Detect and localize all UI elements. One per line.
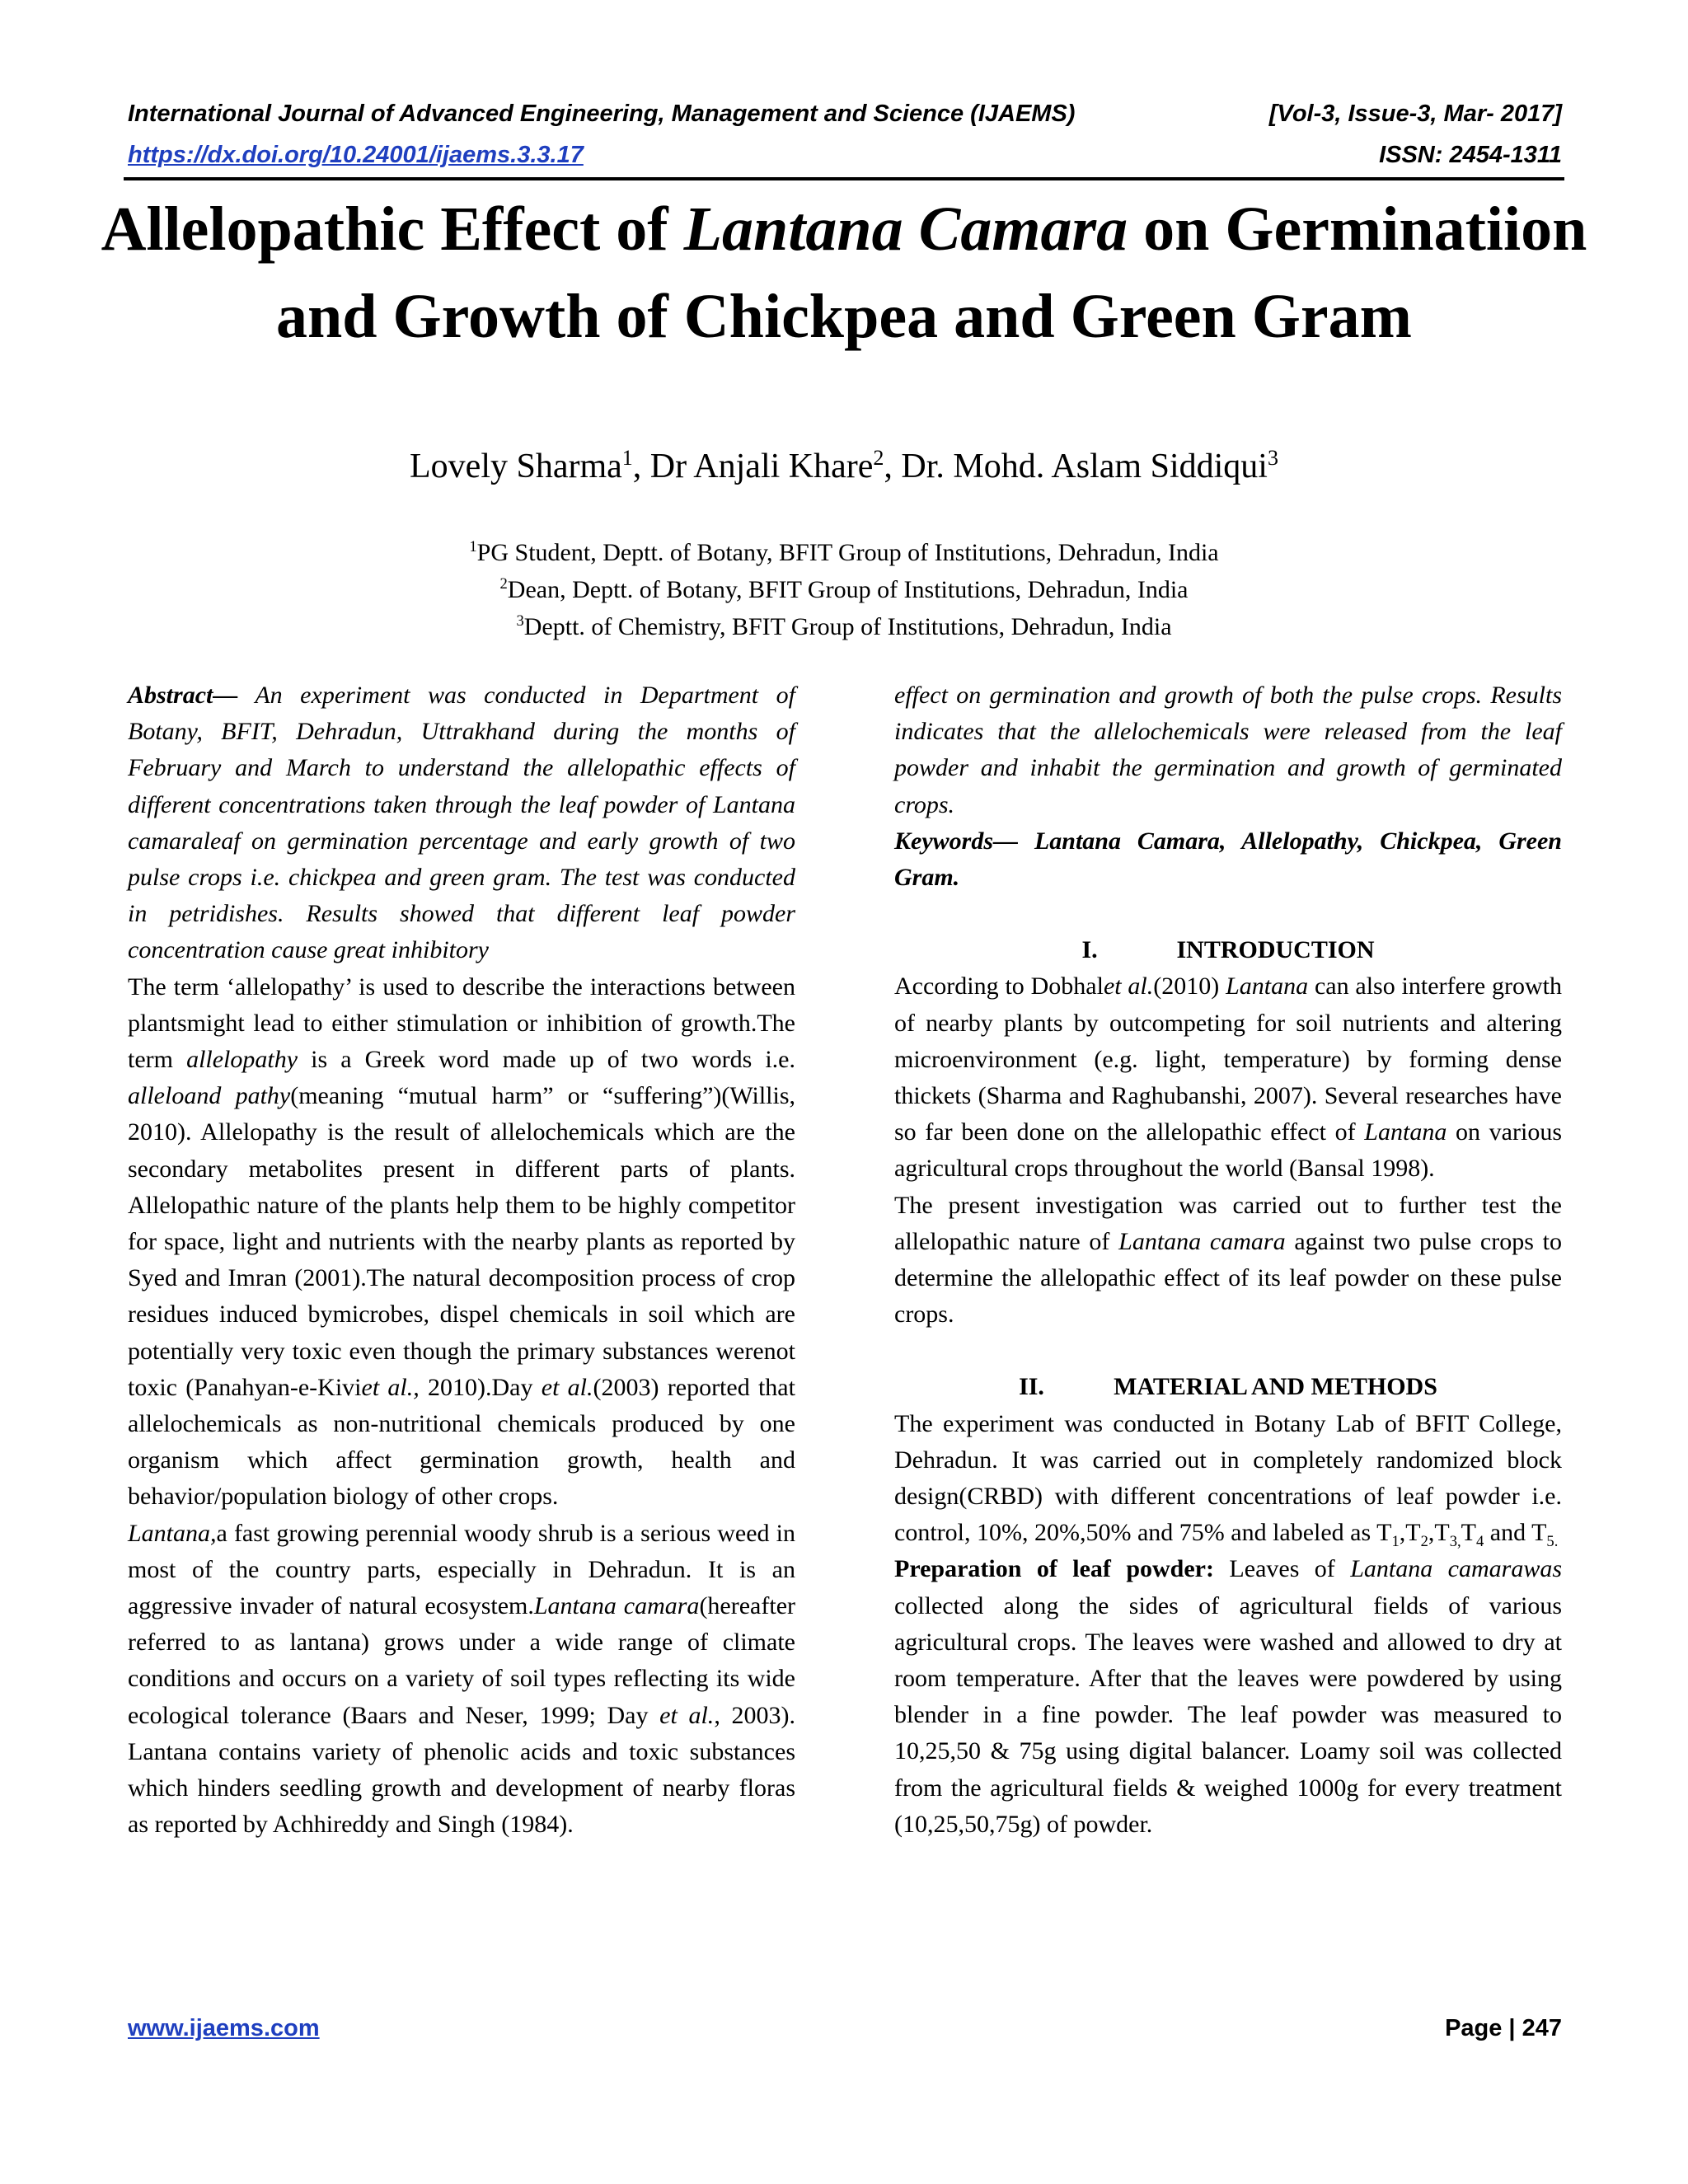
spacer	[894, 1333, 1562, 1369]
affiliation-sup: 3	[516, 612, 524, 630]
affiliation-text: PG Student, Deptt. of Botany, BFIT Group of Institutions, Dehradun, India	[476, 539, 1219, 566]
running-header-line2	[128, 140, 1562, 170]
text-run: et al.	[659, 1701, 715, 1729]
text-run: The present investigation was carried out to further test the allelopathic nature of	[894, 1191, 1562, 1255]
page-number: Page | 247	[1445, 2015, 1562, 2041]
right-column	[894, 677, 1562, 1843]
header-rule	[124, 177, 1564, 180]
body-paragraph	[128, 1516, 795, 1844]
affiliation-text: Dean, Deptt. of Botany, BFIT Group of Institutions, Dehradun, India	[507, 576, 1189, 603]
text-run: Lantana camarawas	[1350, 1555, 1563, 1583]
text-run: collected along the sides of agricultural fields of various agricultural crops. The leaves were washed and allowed to dry at room temperature. After that the leaves were powdered by using blender in a fine powder. The leaf powder was measured to 10,25,50 & 75g using digital balancer. Loamy soil was collected from the agricultural fields & weighed 1000g for every treatment (10,25,50,75g) of powder.	[894, 1591, 1562, 1838]
text-run: Lantana camara	[533, 1592, 700, 1620]
author-sup: 2	[873, 446, 884, 470]
subheading: Preparation of leaf powder:	[894, 1555, 1214, 1583]
spacer	[894, 896, 1562, 932]
text-run: 2010).Day	[419, 1373, 542, 1401]
text-run: ,T	[1428, 1519, 1450, 1547]
affiliation	[66, 608, 1622, 645]
section-number: II.	[1019, 1373, 1044, 1401]
journal-name: International Journal of Advanced Engineering, Management and Science (IJAEMS)	[128, 101, 1076, 127]
text-run: The term ‘allelopathy’ is used to describe the interactions between plantsmight lead to either stimulation or inhibition of growth.The term	[128, 972, 795, 1074]
section-title: MATERIAL AND METHODS	[1114, 1373, 1437, 1401]
text-run: alleloand	[128, 1082, 222, 1110]
author-sep: ,	[632, 448, 650, 485]
text-run: According to Dobhal	[894, 972, 1104, 1001]
text-run: a fast growing perennial woody shrub is a serious weed in most of the country parts, especially in Dehradun. It is an aggressive invader of natural ecosystem.	[128, 1519, 795, 1620]
author-name: Dr. Mohd. Aslam Siddiqui	[901, 448, 1268, 485]
section-heading-introduction	[894, 932, 1562, 968]
text-run: et al.	[1103, 972, 1154, 1001]
text-run: Lantana camara	[1118, 1227, 1286, 1255]
author-name: Dr Anjali Khare	[649, 448, 874, 485]
subscript: 3,	[1449, 1533, 1461, 1551]
title-part1: Allelopathic Effect of	[101, 194, 684, 264]
affiliations	[66, 534, 1622, 645]
paper-title	[66, 185, 1622, 360]
body-paragraph	[894, 968, 1562, 1187]
keywords-label: Keywords—	[894, 827, 1018, 855]
affiliation-sup: 2	[499, 575, 508, 593]
affiliation	[66, 534, 1622, 571]
abstract	[128, 677, 795, 969]
title-part2: on Germinatiion and Growth of Chickpea and Green Gram	[276, 194, 1587, 351]
affiliation	[66, 571, 1622, 608]
text-run: Lantana	[1226, 972, 1309, 1001]
keywords	[894, 823, 1562, 896]
text-run: Lantana,	[128, 1519, 217, 1547]
text-run: (2010)	[1153, 972, 1226, 1001]
author-list	[66, 445, 1622, 488]
text-run: T	[1461, 1519, 1476, 1547]
text-run: pathy	[235, 1082, 291, 1110]
body-paragraph	[894, 1406, 1562, 1552]
text-run: ,T	[1399, 1519, 1421, 1547]
text-run: et al.	[541, 1373, 593, 1401]
body-paragraph	[894, 1188, 1562, 1333]
author-sep: ,	[884, 448, 902, 485]
page-footer	[128, 2015, 1562, 2048]
text-run: against two pulse crops to determine the allelopathic effect of its leaf powder on these pulse crops.	[894, 1227, 1562, 1329]
text-run: (2003) reported that allelochemicals as non-nutritional chemicals produced by one organism which affect germination growth, health and behavior/population biology of other crops.	[128, 1373, 795, 1511]
left-column	[128, 677, 795, 1844]
running-header	[128, 99, 1562, 129]
volume-issue: [Vol-3, Issue-3, Mar- 2017]	[1268, 101, 1562, 127]
section-number: I.	[1081, 936, 1098, 964]
text-run: Leaves of	[1214, 1555, 1351, 1583]
text-run: can also interfere growth of nearby plants by outcompeting for soil nutrients and altering microenvironment (e.g. light, temperature) by forming dense thickets (Sharma and Raghubanshi, 2007). Several researches have so far been done on the allelopathic effect of	[894, 972, 1562, 1146]
affiliation-sup: 1	[469, 538, 477, 555]
section-title: INTRODUCTION	[1176, 936, 1375, 964]
title-italic: Lantana Camara	[683, 194, 1128, 264]
affiliation-text: Deptt. of Chemistry, BFIT Group of Institutions, Dehradun, India	[523, 613, 1172, 640]
author-name: Lovely Sharma	[410, 448, 622, 485]
text-run: The experiment was conducted in Botany Lab of BFIT College, Dehradun. It was carried out in completely randomized block design(CRBD) with different concentrations of leaf powder i.e. control, 10%, 20%,50% and 75% and labeled as T	[894, 1409, 1562, 1547]
subscript: 5.	[1546, 1533, 1559, 1551]
doi-link[interactable]: https://dx.doi.org/10.24001/ijaems.3.3.17	[128, 142, 584, 168]
text-run: on various agricultural crops throughout the world (Bansal 1998).	[894, 1118, 1562, 1183]
author-sup: 3	[1267, 446, 1278, 470]
subscript: 2	[1420, 1533, 1428, 1551]
text-run: , 2003). Lantana contains variety of phenolic acids and toxic substances which hinders seedling growth and development of nearby floras as reported by Achhireddy and Singh (1984).	[128, 1701, 795, 1839]
keywords-text: Lantana Camara, Allelopathy, Chickpea, Green Gram.	[894, 827, 1562, 892]
body-paragraph	[128, 969, 795, 1516]
abstract-label: Abstract—	[128, 682, 238, 709]
text-run: (hereafter referred to as lantana) grows under a wide range of climate conditions and occurs on a variety of soil types reflecting its wide ecological tolerance (Baars and Neser, 1999; Day	[128, 1592, 795, 1729]
author-sup: 1	[621, 446, 633, 470]
website-link[interactable]: www.ijaems.com	[128, 2015, 320, 2041]
abstract-text: An experiment was conducted in Department of Botany, BFIT, Dehradun, Uttrakhand during the months of February and March to understand the allelopathic effects of different concentrations taken through the leaf powder of Lantana camaraleaf on germination percentage and early growth of two pulse crops i.e. chickpea and green gram. The test was conducted in petridishes. Results showed that different leaf powder concentration cause great inhibitory	[128, 682, 795, 964]
abstract-continued: effect on germination and growth of both the pulse crops. Results indicates that the allelochemicals were released from the leaf powder and inhabit the germination and growth of germinated crops.	[894, 682, 1562, 818]
text-run	[221, 1082, 235, 1109]
text-run: allelopathy	[186, 1046, 298, 1074]
issn: ISSN: 2454-1311	[1379, 142, 1562, 168]
text-run: (meaning “mutual harm” or “suffering”)(Willis, 2010). Allelopathy is the result of allelochemicals which are the secondary metabolites present in different parts of plants. Allelopathic nature of the plants help them to be highly competitor for space, light and nutrients with the nearby plants as reported by Syed and Imran (2001).The natural decomposition process of crop residues induced bymicrobes, dispel chemicals in soil which are potentially very toxic even though the primary substances werenot toxic (Panahyan-e-Kivi	[128, 1082, 795, 1401]
text-run: Lantana	[1364, 1118, 1447, 1146]
subscript: 1	[1391, 1533, 1400, 1551]
text-run: and T	[1484, 1519, 1547, 1547]
text-run: et al.,	[361, 1373, 420, 1401]
subscript: 4	[1476, 1533, 1484, 1551]
text-run: is a Greek word made up of two words i.e.	[298, 1046, 796, 1074]
section-heading-methods	[894, 1369, 1562, 1405]
body-paragraph	[894, 1551, 1562, 1843]
